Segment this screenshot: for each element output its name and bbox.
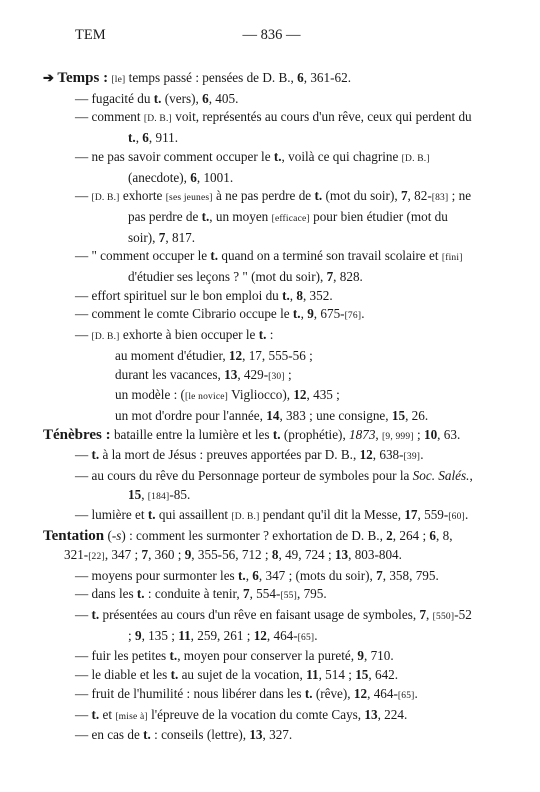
index-headword-entry xyxy=(43,527,475,566)
volume-number: t. xyxy=(91,606,100,622)
index-subentry xyxy=(75,506,475,527)
text-run: , 82- xyxy=(407,188,432,204)
index-subentry xyxy=(75,446,475,467)
volume-number: 15 xyxy=(355,667,369,683)
text-run: : conseils (lettre), xyxy=(150,727,250,743)
text-run: (mot du soir), xyxy=(322,188,401,204)
text-run: , 817. xyxy=(165,229,196,245)
volume-number: 9 xyxy=(357,648,364,664)
text-run: à ne pas perdre de xyxy=(212,188,315,204)
index-subentry xyxy=(75,247,475,286)
text-run: , xyxy=(141,486,148,502)
volume-number: t. xyxy=(91,447,100,463)
text-run: et xyxy=(99,706,116,722)
index-subentry xyxy=(75,585,475,606)
bracketed-small: [D. B.] xyxy=(401,153,430,164)
volume-number: 12 xyxy=(353,685,368,701)
text-run: , 642. xyxy=(368,667,399,683)
text-run: présentées au cours d'un rêve en faisant usage de symboles, xyxy=(99,606,420,622)
bracketed-small: [39] xyxy=(403,452,421,463)
text-run: un modèle : ( xyxy=(115,387,185,403)
text-run: bataille entre la lumière et les xyxy=(110,426,273,442)
index-subentry xyxy=(75,287,475,306)
bracketed-small: [efficace] xyxy=(271,213,310,224)
index-subentry xyxy=(75,567,475,586)
text-run: , 63. xyxy=(437,426,461,442)
volume-number: 2 xyxy=(386,528,393,544)
text-run: , xyxy=(375,426,383,442)
index-nested-item xyxy=(75,366,475,387)
index-subentry xyxy=(75,187,475,247)
text-run: , 1001. xyxy=(196,169,234,185)
index-subentry xyxy=(75,305,475,326)
volume-number: t. xyxy=(238,567,246,583)
page-number: — 836 — xyxy=(242,27,301,43)
volume-number: t. xyxy=(136,586,145,602)
index-subentry xyxy=(75,685,475,706)
text-run: — " comment occuper le xyxy=(75,248,211,264)
text-run: , 803-804. xyxy=(348,546,402,562)
index-body xyxy=(43,69,475,745)
index-subentry xyxy=(75,326,475,347)
volume-number: 14 xyxy=(266,407,280,423)
index-subentry xyxy=(75,148,475,187)
text-run: — xyxy=(75,327,92,343)
text-run: — moyens pour surmonter les xyxy=(75,567,238,583)
text-run: ; ne pas perdre de xyxy=(128,188,472,224)
text-run: qui assaillent xyxy=(155,507,232,523)
text-run: . xyxy=(314,627,318,643)
text-run: — xyxy=(75,188,92,204)
text-run: — dans les xyxy=(75,586,137,602)
bracketed-small: [65] xyxy=(297,632,315,643)
text-run: : xyxy=(266,327,274,343)
bracketed-small: [76] xyxy=(344,311,362,322)
text-run: , 361-62. xyxy=(303,70,351,85)
text-run: à la mort de Jésus : preuves apportées par D. B., xyxy=(99,447,360,463)
text-run: , 429- xyxy=(237,366,269,382)
text-run: , 435 ; xyxy=(306,387,340,403)
volume-number: 12 xyxy=(253,627,267,643)
text-run: , 559- xyxy=(417,507,449,523)
volume-number: 9 xyxy=(134,627,142,643)
text-run: , 352. xyxy=(302,287,333,303)
text-run: , 259, 261 ; xyxy=(190,627,254,643)
text-run: (vers), xyxy=(161,90,203,106)
text-run: . xyxy=(464,507,469,523)
volume-number: 12 xyxy=(359,447,373,463)
volume-number: 6 xyxy=(142,130,149,146)
volume-number: 11 xyxy=(306,667,319,683)
volume-number: 10 xyxy=(423,426,438,442)
text-run: , 327. xyxy=(262,727,293,743)
bracketed-small: [83] xyxy=(431,193,449,204)
volume-number: t. xyxy=(258,327,267,343)
bracketed-small: [22] xyxy=(88,551,105,562)
volume-number: 6 xyxy=(429,528,436,544)
volume-number: 7 xyxy=(326,269,334,285)
bracketed-small: [ses jeunes] xyxy=(165,193,213,204)
volume-number: 15 xyxy=(391,407,406,423)
text-run: , xyxy=(469,468,473,484)
text-run: (rêve), xyxy=(312,685,354,701)
volume-number: 8 xyxy=(271,546,279,562)
volume-number: 7 xyxy=(158,229,166,245)
text-run: , 383 ; une consigne, xyxy=(279,407,392,423)
italic-run: 1873 xyxy=(349,426,376,442)
bracketed-small: [550] xyxy=(432,611,455,622)
text-run: — ne pas savoir comment occuper le xyxy=(75,148,274,164)
text-run: , xyxy=(135,130,143,146)
index-subentry xyxy=(75,90,475,109)
bracketed-small: [D. B.] xyxy=(143,114,172,125)
text-run: : conduite à tenir, xyxy=(144,586,243,602)
volume-number: 9 xyxy=(184,546,192,562)
volume-number: t. xyxy=(153,90,162,106)
bracketed-small: [le] xyxy=(111,75,126,85)
bracketed-small: [30] xyxy=(268,371,285,382)
text-run: — xyxy=(75,606,92,622)
volume-number: t. xyxy=(282,287,290,303)
volume-number: 9 xyxy=(307,306,314,322)
index-headword-entry xyxy=(43,426,475,447)
text-run: — xyxy=(75,706,92,722)
volume-number: t. xyxy=(272,426,281,442)
text-run: — fugacité du xyxy=(75,90,154,106)
text-run: , 638- xyxy=(372,447,404,463)
text-run: exhorte à bien occuper le xyxy=(119,327,259,343)
volume-number: 7 xyxy=(242,586,250,602)
index-subentry xyxy=(75,606,475,647)
text-run: Viglioccо), xyxy=(228,387,294,403)
volume-number: 6 xyxy=(297,70,304,85)
text-run: ) : comment les surmonter ? exhortation de D. B., xyxy=(121,528,387,544)
text-run: un mot d'ordre pour l'année, xyxy=(115,407,267,423)
text-run: — fruit de l'humilité : nous libérer dans les xyxy=(75,685,305,701)
text-run: , 355-56, 712 ; xyxy=(191,546,272,562)
text-run: , 135 ; xyxy=(141,627,179,643)
italic-run: s xyxy=(116,528,122,544)
volume-number: 12 xyxy=(293,387,307,403)
headword: Tentation xyxy=(43,528,105,545)
text-run: — en cas de xyxy=(75,727,144,743)
text-run: , un moyen xyxy=(209,208,272,224)
bracketed-small: [mise à] xyxy=(115,711,148,722)
index-subentry xyxy=(75,706,475,727)
text-run: ; xyxy=(284,366,292,382)
volume-number: 7 xyxy=(376,567,383,583)
text-run: pour bien étudier (mot du soir), xyxy=(128,208,448,245)
text-run: , 224. xyxy=(377,706,408,722)
text-run: ; xyxy=(413,426,424,442)
volume-number: t. xyxy=(292,306,301,322)
text-run: , 264 ; xyxy=(392,528,430,544)
text-run: durant les vacances, xyxy=(115,366,225,382)
text-run: , 358, 795. xyxy=(382,567,439,583)
volume-number: t. xyxy=(201,208,210,224)
text-run: . xyxy=(420,447,424,463)
index-nested-item xyxy=(75,347,475,366)
index-subentry xyxy=(75,726,475,745)
text-run: — comment le comte Cibrario occupe le xyxy=(75,306,293,322)
index-headword-entry xyxy=(43,69,475,90)
text-run: , xyxy=(245,567,253,583)
text-run: , xyxy=(289,287,297,303)
volume-number: t. xyxy=(143,727,151,743)
volume-number: t. xyxy=(210,248,219,264)
volume-number: t. xyxy=(273,148,282,164)
volume-number: 12 xyxy=(228,347,243,363)
volume-number: t. xyxy=(169,648,178,664)
volume-number: t. xyxy=(304,685,313,701)
text-run: . xyxy=(414,685,418,701)
bracketed-small: [55] xyxy=(280,591,297,602)
text-run: , 710. xyxy=(363,648,394,664)
text-run: , 464- xyxy=(367,685,398,701)
bracketed-small: [9, 999] xyxy=(382,431,414,442)
index-subentry xyxy=(75,666,475,685)
text-run: . xyxy=(361,306,365,322)
running-head: TEM xyxy=(75,27,106,43)
bracketed-small: [60] xyxy=(448,512,465,523)
text-run: -52 ; xyxy=(128,606,472,643)
text-run: — comment xyxy=(75,109,144,125)
page-header xyxy=(75,27,468,47)
text-run: — le diable et les xyxy=(75,667,171,683)
text-run: d'étudier ses leçons ? " (mot du soir), xyxy=(128,269,327,285)
index-nested-item xyxy=(75,407,475,426)
text-run: , 347 ; xyxy=(104,546,142,562)
text-run: , 49, 724 ; xyxy=(278,546,335,562)
text-run: , 675- xyxy=(313,306,345,322)
volume-number: 6 xyxy=(190,169,197,185)
text-run: , 8, 321- xyxy=(64,528,453,562)
volume-number: 7 xyxy=(400,188,408,204)
text-run: , 17, 555-56 ; xyxy=(242,347,313,363)
volume-number: 6 xyxy=(252,567,259,583)
text-run: , 911. xyxy=(148,130,179,146)
volume-number: 8 xyxy=(296,287,303,303)
volume-number: 13 xyxy=(364,706,378,722)
italic-run: Soc. Salés. xyxy=(412,468,470,484)
text-run: quand on a terminé son travail scolaire et xyxy=(218,248,442,264)
bracketed-small: [65] xyxy=(397,690,415,701)
text-run: temps passé : pensées de D. B., xyxy=(125,70,298,85)
text-run: , 405. xyxy=(208,90,239,106)
text-run: , xyxy=(300,306,308,322)
volume-number: t. xyxy=(91,706,100,722)
text-run: — lumière et xyxy=(75,507,148,523)
text-run: -85. xyxy=(169,486,191,502)
index-subentry xyxy=(75,647,475,666)
text-run: , xyxy=(426,606,433,622)
volume-number: t. xyxy=(170,667,179,683)
index-nested-item xyxy=(75,386,475,407)
text-run: — au cours du rêve du Personnage porteur de symboles pour la xyxy=(75,468,413,484)
index-subentry xyxy=(75,108,475,147)
volume-number: t. xyxy=(314,188,323,204)
text-run: , moyen pour conserver la pureté, xyxy=(177,648,358,664)
text-run: — xyxy=(75,447,92,463)
volume-number: 15 xyxy=(128,486,142,502)
headword: Ténèbres : xyxy=(43,426,111,443)
text-run: , 347 ; (mots du soir), xyxy=(258,567,377,583)
volume-number: 13 xyxy=(224,366,238,382)
text-run: , 828. xyxy=(333,269,363,285)
text-run: , 26. xyxy=(405,407,429,423)
volume-number: t. xyxy=(128,130,136,146)
text-run: , 514 ; xyxy=(318,667,356,683)
bracketed-small: [184] xyxy=(147,491,170,502)
bracketed-small: [D. B.] xyxy=(231,512,260,523)
text-run: (anecdote), xyxy=(128,169,191,185)
text-run: pendant qu'il dit la Messe, xyxy=(259,507,405,523)
headword: Temps : xyxy=(57,70,109,86)
text-run: voit, représentés au cours d'un rêve, ceux qui perdent du xyxy=(171,109,472,125)
volume-number: 11 xyxy=(178,627,191,643)
volume-number: 13 xyxy=(249,727,263,743)
volume-number: 7 xyxy=(419,606,427,622)
volume-number: 7 xyxy=(141,546,149,562)
text-run: (prophétie), xyxy=(280,426,350,442)
text-run: — effort spirituel sur le bon emploi du xyxy=(75,287,283,303)
text-run: (- xyxy=(104,528,117,544)
bracketed-small: [fini] xyxy=(441,253,463,264)
arrow-icon: ➔ xyxy=(43,70,58,85)
index-subentry xyxy=(75,467,475,506)
volume-number: 6 xyxy=(202,90,209,106)
text-run: — fuir les petites xyxy=(75,648,170,664)
text-run: au moment d'étudier, xyxy=(115,347,229,363)
volume-number: 17 xyxy=(404,507,418,523)
text-run: exhorte xyxy=(119,188,166,204)
text-run: , 795. xyxy=(296,586,327,602)
bracketed-small: [D. B.] xyxy=(91,193,120,204)
text-run: , voilà ce qui chagrine xyxy=(281,148,402,164)
volume-number: 13 xyxy=(334,546,349,562)
text-run: , 554- xyxy=(249,586,281,602)
bracketed-small: [D. B.] xyxy=(91,332,120,343)
volume-number: t. xyxy=(147,507,156,523)
text-run: au sujet de la vocation, xyxy=(178,667,307,683)
text-run: l'épreuve de la vocation du comte Cays, xyxy=(147,706,365,722)
text-run: , 464- xyxy=(266,627,298,643)
text-run: , 360 ; xyxy=(148,546,185,562)
bracketed-small: [le novice] xyxy=(184,392,229,403)
